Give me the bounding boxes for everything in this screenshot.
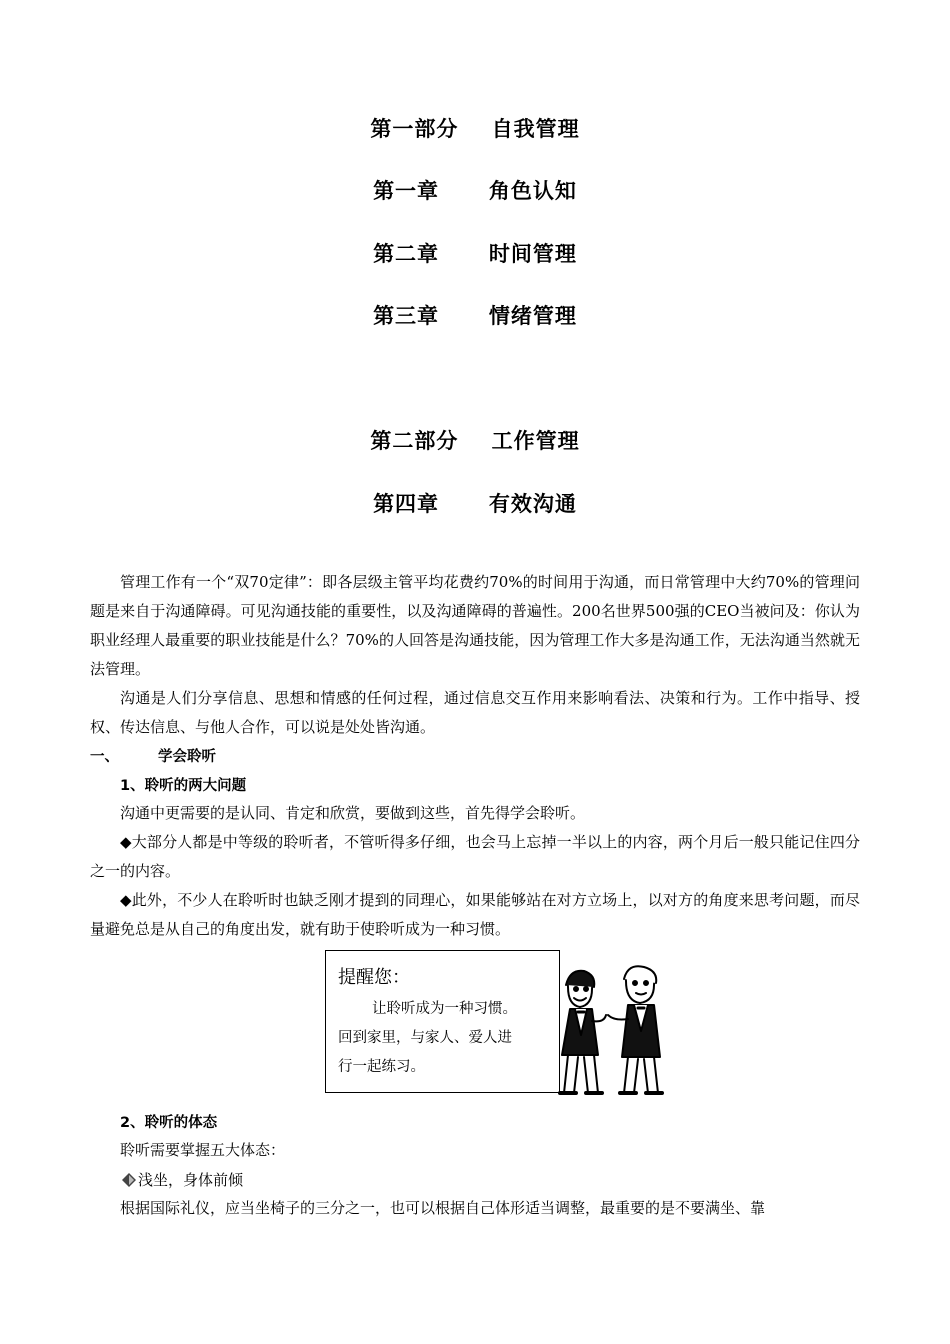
section-number: 一、 (90, 749, 119, 765)
paragraph-etiquette: 根据国际礼仪，应当坐椅子的三分之一，也可以根据自己体形适当调整，最重要的是不要满坐、靠 (120, 1199, 766, 1217)
reminder-callout-box (325, 950, 560, 1093)
part1-heading: 第一部分 自我管理 (370, 117, 580, 141)
callout-title: 提醒您： (338, 967, 410, 988)
subsection-title-2: 2、聆听的体态 (120, 1115, 218, 1131)
callout-line-1: 让聆听成为一种习惯。 (372, 1001, 517, 1017)
chapter4-heading: 第四章 有效沟通 (373, 492, 577, 516)
paragraph-double70: 管理工作有一个“双70定律”：即各层级主管平均花费约70%的时间用于沟通，而日常管理中大约70%的管理问题是来自于沟通障碍。可见沟通技能的重要性，以及沟通障碍的普遍性。200名世界500强的CEO当被问及：你认为职业经理人最重要的职业技能是什么？70%的人回答是沟通技能，因为管理工作大多是沟通工作，无法沟通当然就无法管理。 (90, 573, 860, 678)
chapter3-heading: 第三章 情绪管理 (373, 304, 577, 328)
callout-body (338, 995, 553, 1082)
callout-line-2: 回到家里，与家人、爱人进 (338, 1030, 512, 1046)
two-gentlemen-cartoon-icon (548, 965, 673, 1100)
paragraph-five-postures: 聆听需要掌握五大体态： (120, 1141, 286, 1159)
paragraph-bullet-average-listener: ◆大部分人都是中等级的聆听者，不管听得多仔细，也会马上忘掉一半以上的内容，两个月后一般只能记住四分之一的内容。 (90, 833, 860, 880)
paragraph-listening-need: 沟通中更需要的是认同、肯定和欣赏，要做到这些，首先得学会聆听。 (120, 804, 586, 822)
bullet-item-sit-forward (122, 1169, 243, 1190)
paragraph-bullet-empathy: ◆此外，不少人在聆听时也缺乏刚才提到的同理心，如果能够站在对方立场上，以对方的角度来思考问题，而尽量避免总是从自己的角度出发，就有助于使聆听成为一种习惯。 (90, 891, 860, 938)
bullet-item-text: 浅坐，身体前倾 (138, 1171, 244, 1189)
callout-line-3: 行一起练习。 (338, 1059, 425, 1075)
subsection-title-1: 1、聆听的两大问题 (120, 778, 247, 794)
paragraph-communication-definition: 沟通是人们分享信息、思想和情感的任何过程，通过信息交互作用来影响看法、决策和行为。工作中指导、授权、传达信息、与他人合作，可以说是处处皆沟通。 (90, 689, 860, 736)
part2-heading: 第二部分 工作管理 (370, 429, 580, 453)
chapter2-heading: 第二章 时间管理 (373, 242, 577, 266)
chapter1-heading: 第一章 角色认知 (373, 179, 577, 203)
section-title: 学会聆听 (158, 749, 216, 765)
diamond-bullet-icon (122, 1173, 136, 1187)
